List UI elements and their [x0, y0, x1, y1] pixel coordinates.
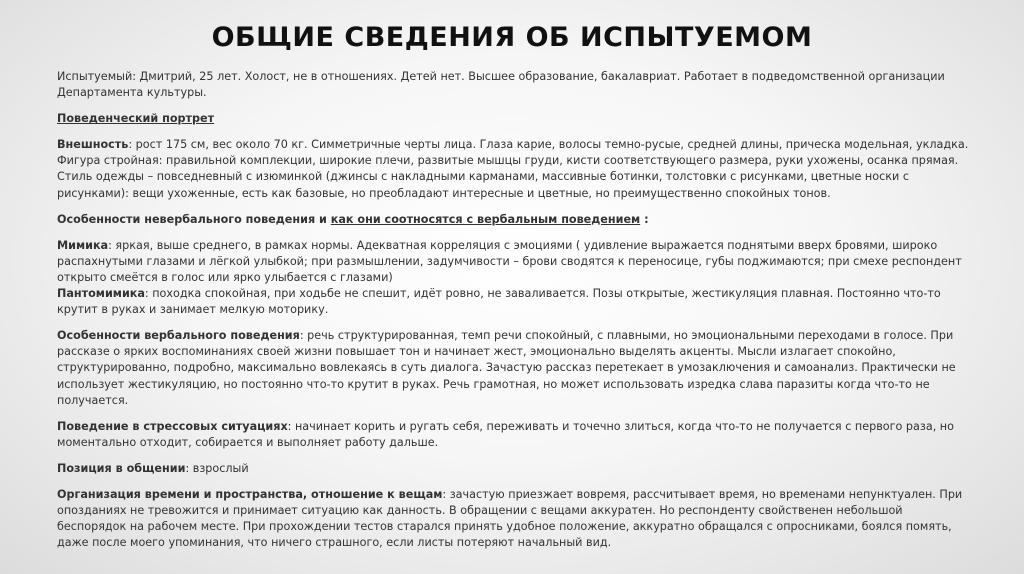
stress-text: : начинает корить и ругать себя, переживать и точечно злиться, когда что-то не получается с первого раза, но моментально отходит, собирается и выполняет работу дальше.: [57, 419, 954, 449]
mimicry-paragraph: [57, 238, 969, 286]
behavior-portrait-label: Поведенческий портрет: [57, 112, 215, 126]
verbal-paragraph: [57, 328, 969, 408]
nonverbal-heading: [57, 212, 969, 228]
verbal-label: Особенности вербального поведения: [57, 329, 300, 343]
organization-label: Организация времени и пространства, отношение к вещам: [57, 487, 443, 501]
subject-paragraph: [57, 69, 969, 101]
nonverbal-heading-part3: :: [640, 212, 649, 226]
stress-label: Поведение в стрессовых ситуациях: [57, 419, 288, 433]
position-paragraph: [57, 461, 969, 477]
pantomimics-text: : походка спокойная, при ходьбе не спешит, идёт ровно, не заваливается. Позы открытые, жестикуляция плавная. Постоянно что-то крутит в руках и занимает мелкую моторику.: [57, 287, 941, 317]
nonverbal-heading-part1: Особенности невербального поведения и: [57, 212, 331, 226]
pantomimics-label: Пантомимика: [57, 287, 145, 301]
appearance-text: : рост 175 см, вес около 70 кг. Симметричные черты лица. Глаза карие, волосы темно-русые, средней длины, прическа модельная, укладка. Фигура стройная: правильной комплекции, широкие плечи, развитые мышцы груди, кисти соответствующего размера, руки ухожены, осанка прямая. Стиль одежды – повседневный с изюминкой (джинсы с накладными карманами, массивные ботинки, толстовки с рисунками, цветные носки с рисунками): вещи ухоженные, есть как базовые, но преобладают интересные и цветные, но преимущественно спокойных тонов.: [57, 138, 969, 200]
subject-label: Испытуемый: [57, 70, 133, 83]
behavior-portrait-heading: [57, 111, 969, 127]
position-label: Позиция в общении: [57, 461, 186, 475]
stress-paragraph: [57, 419, 969, 451]
appearance-paragraph: [57, 137, 969, 201]
organization-text: : зачастую приезжает вовремя, рассчитывает время, но временами непунктуален. При опозданиях не тревожится и принимает ситуацию как данность. В обращении с вещами аккуратен. Но респонденту свойственен небольшой беспорядок на рабочем месте. При прохождении тестов старался принять удобное положение, аккуратно обращался с опросниками, боялся помять, даже после моего упоминания, что ничего страшного, если листы потеряют начальный вид.: [57, 487, 963, 550]
document-body: [57, 69, 969, 561]
page-title: ОБЩИЕ СВЕДЕНИЯ ОБ ИСПЫТУЕМОМ: [211, 22, 813, 53]
subject-text: : Дмитрий, 25 лет. Холост, не в отношениях. Детей нет. Высшее образование, бакалавриат. Работает в подведомственной организации Департамента культуры.: [57, 70, 945, 100]
nonverbal-heading-part2: как они соотносятся с вербальным поведением: [330, 212, 641, 226]
mimicry-label: Мимика: [57, 238, 109, 252]
position-text: : взрослый: [185, 461, 249, 475]
appearance-label: Внешность: [57, 138, 129, 152]
verbal-text: : речь структурированная, темп речи спокойный, с плавными, но эмоциональными переходами в голосе. При рассказе о ярких воспоминаниях своей жизни повышает тон и начинает жест, эмоционально выделять акценты. Мысли излагает спокойно, структурированно, подробно, максимально вовлекаясь в суть диалога. Зачастую рассказ перетекает в умозаключения и самоанализ. Практически не использует жестикуляцию, но постоянно что-то крутит в руках. Речь грамотная, но может использовать изредка слава паразиты когда что-то не получается.: [57, 329, 956, 407]
pantomimics-paragraph: [57, 286, 969, 318]
organization-paragraph: [57, 487, 969, 551]
mimicry-text: : яркая, выше среднего, в рамках нормы. Адекватная корреляция с эмоциями ( удивление выражается поднятыми вверх бровями, широко распахнутыми глазами и лёгкой улыбкой; при размышлении, задумчивости – брови сводятся к переносице, губы поджимаются; при смехе респондент открыто смеётся в голос или ярко улыбается с глазами): [57, 238, 962, 284]
